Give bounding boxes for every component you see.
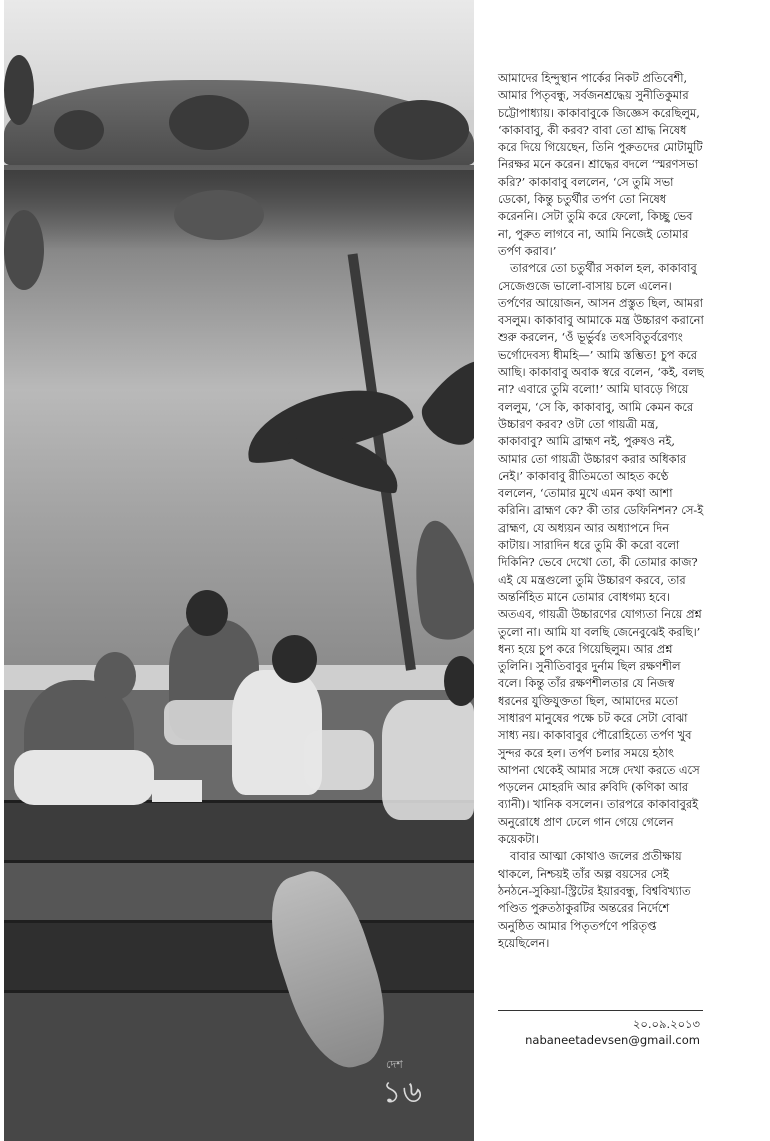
article-paragraph: তারপরে তো চতুর্থীর সকাল হল, কাকাবাবু সেজেগুজে ভালো-বাসায় চলে এলেন। তর্পণের আয়োজন, আসন প্রস্তুত ছিল, আমরা বসলুম। কাকাবাবু আমাকে মন্ত্র উচ্চারণ করানো শুরু করলেন, ‘ওঁ ভূর্ভুর্বঃ তৎসবিতুর্বরেণ্যং ভর্গোদেবস্য ধীমহি—’ আমি স্তম্ভিত! চুপ করে আছি। কাকাবাবু অবাক স্বরে বলেন, ‘কই, বলছ না? এবারে তুমি বলো!’ আমি ঘাবড়ে গিয়ে বললুম, ‘সে কি, কাকাবাবু, আমি কেমন করে উচ্চারণ করব? ওটা তো গায়ত্রী মন্ত্র, কাকাবাবু? আমি ব্রাহ্মণ নই, পুরুষও নই, আমার তো গায়ত্রী উচ্চারণ করার অধিকার নেই।’ কাকাবাবু রীতিমতো আহত কণ্ঠে বললেন, ‘তোমার মুখে এমন কথা আশা করিনি। ব্রাহ্মণ কে? কী তার ডেফিনিশন? সে-ই ব্রাহ্মণ, যে অধ্যয়ন আর অধ্যাপনে দিন কাটায়। সারাদিন ধরে তুমি কী করো বলো দিকিনি? ভেবে দেখো তো, কী তোমার কাজ? এই যে মন্ত্রগুলো তুমি উচ্চারণ করবে, তার অন্তর্নিহিত মানে তোমার বোধগম্য হবে। অতএব, গায়ত্রী উচ্চারণের যোগ্যতা নিয়ে প্রশ্ন তুলো না। আমি যা বলছি জেনেবুঝেই করছি।’ ধন্য হয়ে চুপ করে গিয়েছিলুম। আর প্রশ্ন তুলিনি। সুনীতিবাবুর দুর্নাম ছিল রক্ষণশীল বলে। কিন্তু তাঁর রক্ষণশীলতার যে নিজস্ব ধরনের যুক্তিযুক্ততা ছিল, আমাদের মতো সাধারণ মানুষের পক্ষে চট করে সেটা বোঝা সাধ্য নয়। কাকাবাবুর পৌরোহিত্যে তর্পণ খুব সুন্দর করে হল। তর্পণ চলার সময়ে হঠাৎ আপনা থেকেই আমার সঙ্গে দেখা করতে এসে পড়লেন মোহরদি আর রুবিদি (কণিকা আর ব্যানী)। খানিক বসলেন। তারপরে কাকাবাবুরই অনুরোধে প্রাণ ঢেলে গান গেয়ে গেলেন কয়েকটা। <box>498 261 704 847</box>
article-paragraph: আমাদের হিন্দুস্থান পার্কের নিকট প্রতিবেশী, আমার পিতৃবন্ধু, সর্বজনশ্রদ্ধেয় সুনীতিকুমার চট্টোপাধ্যায়। কাকাবাবুকে জিজ্ঞেস করেছিলুম, ‘কাকাবাবু, কী করব? বাবা তো শ্রাদ্ধ নিষেধ করে দিয়ে গিয়েছেন, তিনি পুরুতদের মোটামুটি নিরক্ষর মনে করেন। শ্রাদ্ধের বদলে ‘স্মরণসভা করি?’ কাকাবাবু বললেন, ‘সে তুমি সভা ডেকো, কিন্তু চতুর্থীর তর্পণ তো নিষেধ করেননি। সেটা তুমি করে ফেলো, কিচ্ছু ভেব না, পুরুত লাগবে না, আমি নিজেই তোমার তর্পণ করাব।’ <box>498 71 703 258</box>
photo-step <box>4 860 474 920</box>
photo-step <box>4 920 474 990</box>
article-column <box>498 70 704 952</box>
article-paragraph: বাবার আত্মা কোথাও জলের প্রতীক্ষায় থাকলে, নিশ্চয়ই তাঁর অল্প বয়সের সেই ঠনঠনে-সুকিয়া-স্ট্রিটের ইয়ারবন্ধু, বিশ্ববিখ্যাত পণ্ডিত পুরুতঠাকুরটির অন্তরের নির্দেশে অনুষ্ঠিত আমার পিতৃতর্পণে পরিতৃপ্ত হয়েছিলেন। <box>498 849 691 950</box>
article-date: ২০.০৯.২০১৩ <box>632 1017 700 1031</box>
author-email[interactable]: nabaneetadevsen@gmail.com <box>525 1033 700 1047</box>
photo-person-right <box>382 700 474 820</box>
signature-divider <box>498 1010 703 1011</box>
photograph <box>4 0 474 1141</box>
page-number: ১৬ <box>382 1075 423 1110</box>
magazine-label: দেশ <box>386 1058 403 1071</box>
